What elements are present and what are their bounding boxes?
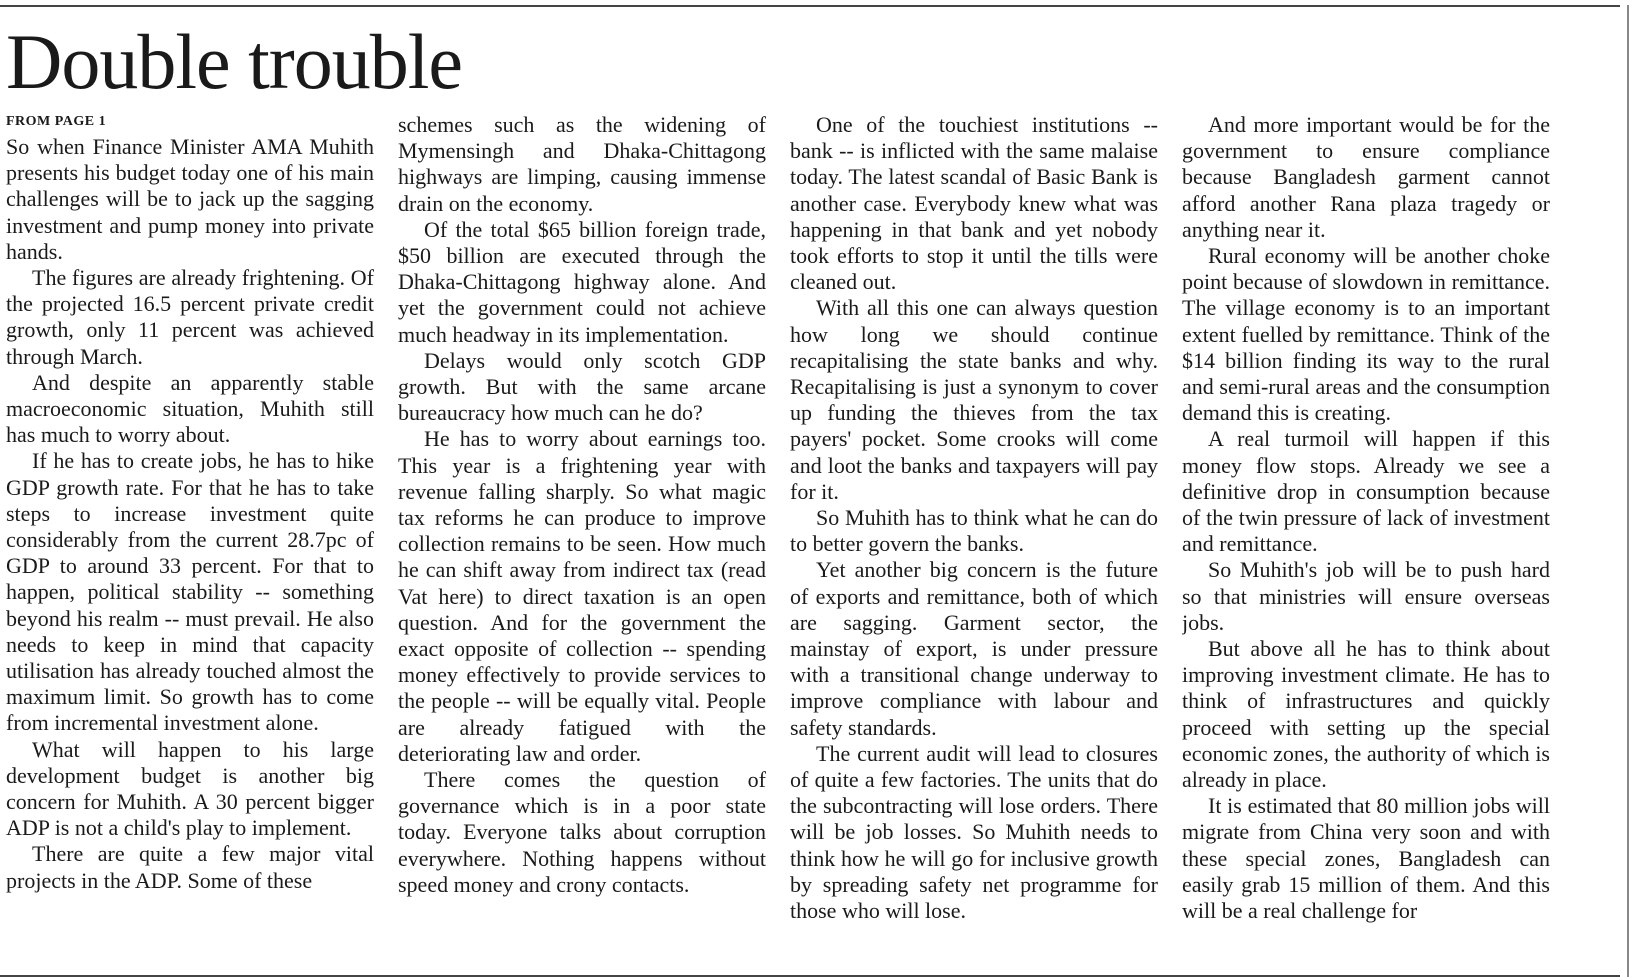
paragraph: There are quite a few major vital projects in the ADP. Some of these: [6, 841, 374, 893]
article-column-4: [1182, 112, 1550, 972]
paragraph: The current audit will lead to closures of quite a few factories. The units that do the subcontracting will lose orders. There will be job losses. So Muhith needs to think how he will go for inclusive growth by spreading safety net programme for those who will lose.: [790, 740, 1158, 924]
article-column-2: [398, 112, 766, 972]
paragraph: Delays would only scotch GDP growth. But with the same arcane bureaucracy how much can he do?: [398, 347, 766, 426]
paragraph: So Muhith has to think what he can do to better govern the banks.: [790, 505, 1158, 557]
paragraph: With all this one can always question how long we should continue recapitalising the state banks and why. Recapitalising is just a synonym to cover up funding the thieves from the tax payers' pocket. Some crooks will come and loot the banks and taxpayers will pay for it.: [790, 295, 1158, 504]
paragraph: And more important would be for the government to ensure compliance because Bangladesh garment cannot afford another Rana plaza tragedy or anything near it.: [1182, 112, 1550, 242]
paragraph: If he has to create jobs, he has to hike GDP growth rate. For that he has to take steps to increase investment quite considerably from the current 28.7pc of GDP to around 33 percent. For that to happen, political stability -- something beyond his realm -- must prevail. He also needs to keep in mind that capacity utilisation has already touched almost the maximum limit. So growth has to come from incremental investment alone.: [6, 448, 374, 736]
top-rule: [0, 5, 1620, 7]
article-column-1: [6, 112, 374, 972]
kicker-from-page: FROM PAGE 1: [6, 114, 107, 129]
paragraph: What will happen to his large development budget is another big concern for Muhith. A 30 percent bigger ADP is not a child's play to implement.: [6, 736, 374, 841]
headline: Double trouble: [6, 18, 463, 105]
paragraph: It is estimated that 80 million jobs will migrate from China very soon and with these special zones, Bangladesh can easily grab 15 million of them. And this will be a real challenge for: [1182, 793, 1550, 924]
paragraph: There comes the question of governance which is in a poor state today. Everyone talks about corruption everywhere. Nothing happens without speed money and crony contacts.: [398, 767, 766, 897]
bottom-rule: [0, 975, 1620, 977]
paragraph: One of the touchiest institutions -- bank -- is inflicted with the same malaise today. The latest scandal of Basic Bank is another case. Everybody knew what was happening in that bank and yet nobody took efforts to stop it until the tills were cleaned out.: [790, 112, 1158, 295]
paragraph: Rural economy will be another choke point because of slowdown in remittance. The village economy is to an important extent fuelled by remittance. Think of the $14 billion finding its way to the rural and semi-rural areas and the consumption demand this is creating.: [1182, 243, 1550, 426]
paragraph: The figures are already frightening. Of the projected 16.5 percent private credit growth, only 11 percent was achieved through March.: [6, 265, 374, 369]
paragraph: He has to worry about earnings too. This year is a frightening year with revenue falling sharply. So what magic tax reforms he can produce to improve collection remains to be seen. How much he can shift away from indirect tax (read Vat here) to direct taxation is an open question. And for the government the exact opposite of collection -- spending money effectively to provide services to the people -- will be equally vital. People are already fatigued with the deteriorating law and order.: [398, 426, 766, 766]
paragraph: So Muhith's job will be to push hard so that ministries will ensure overseas jobs.: [1182, 557, 1550, 635]
paragraph: But above all he has to think about improving investment climate. He has to think of infrastructures and quickly proceed with setting up the special economic zones, the authority of which is already in place.: [1182, 636, 1550, 793]
right-rule: [1627, 5, 1629, 977]
paragraph: Of the total $65 billion foreign trade, $50 billion are executed through the Dhaka-Chittagong highway alone. And yet the government could not achieve much headway in its implementation.: [398, 216, 766, 347]
paragraph: And despite an apparently stable macroeconomic situation, Muhith still has much to worry about.: [6, 369, 374, 448]
paragraph: Yet another big concern is the future of exports and remittance, both of which are sagging. Garment sector, the mainstay of export, is under pressure with a transitional change underway to improve compliance with labour and safety standards.: [790, 557, 1158, 740]
paragraph: A real turmoil will happen if this money flow stops. Already we see a definitive drop in consumption because of the twin pressure of lack of investment and remittance.: [1182, 426, 1550, 557]
article-column-3: [790, 112, 1158, 972]
paragraph: schemes such as the widening of Mymensingh and Dhaka-Chittagong highways are limping, causing immense drain on the economy.: [398, 112, 766, 216]
paragraph: So when Finance Minister AMA Muhith presents his budget today one of his main challenges will be to jack up the sagging investment and pump money into private hands.: [6, 134, 374, 264]
